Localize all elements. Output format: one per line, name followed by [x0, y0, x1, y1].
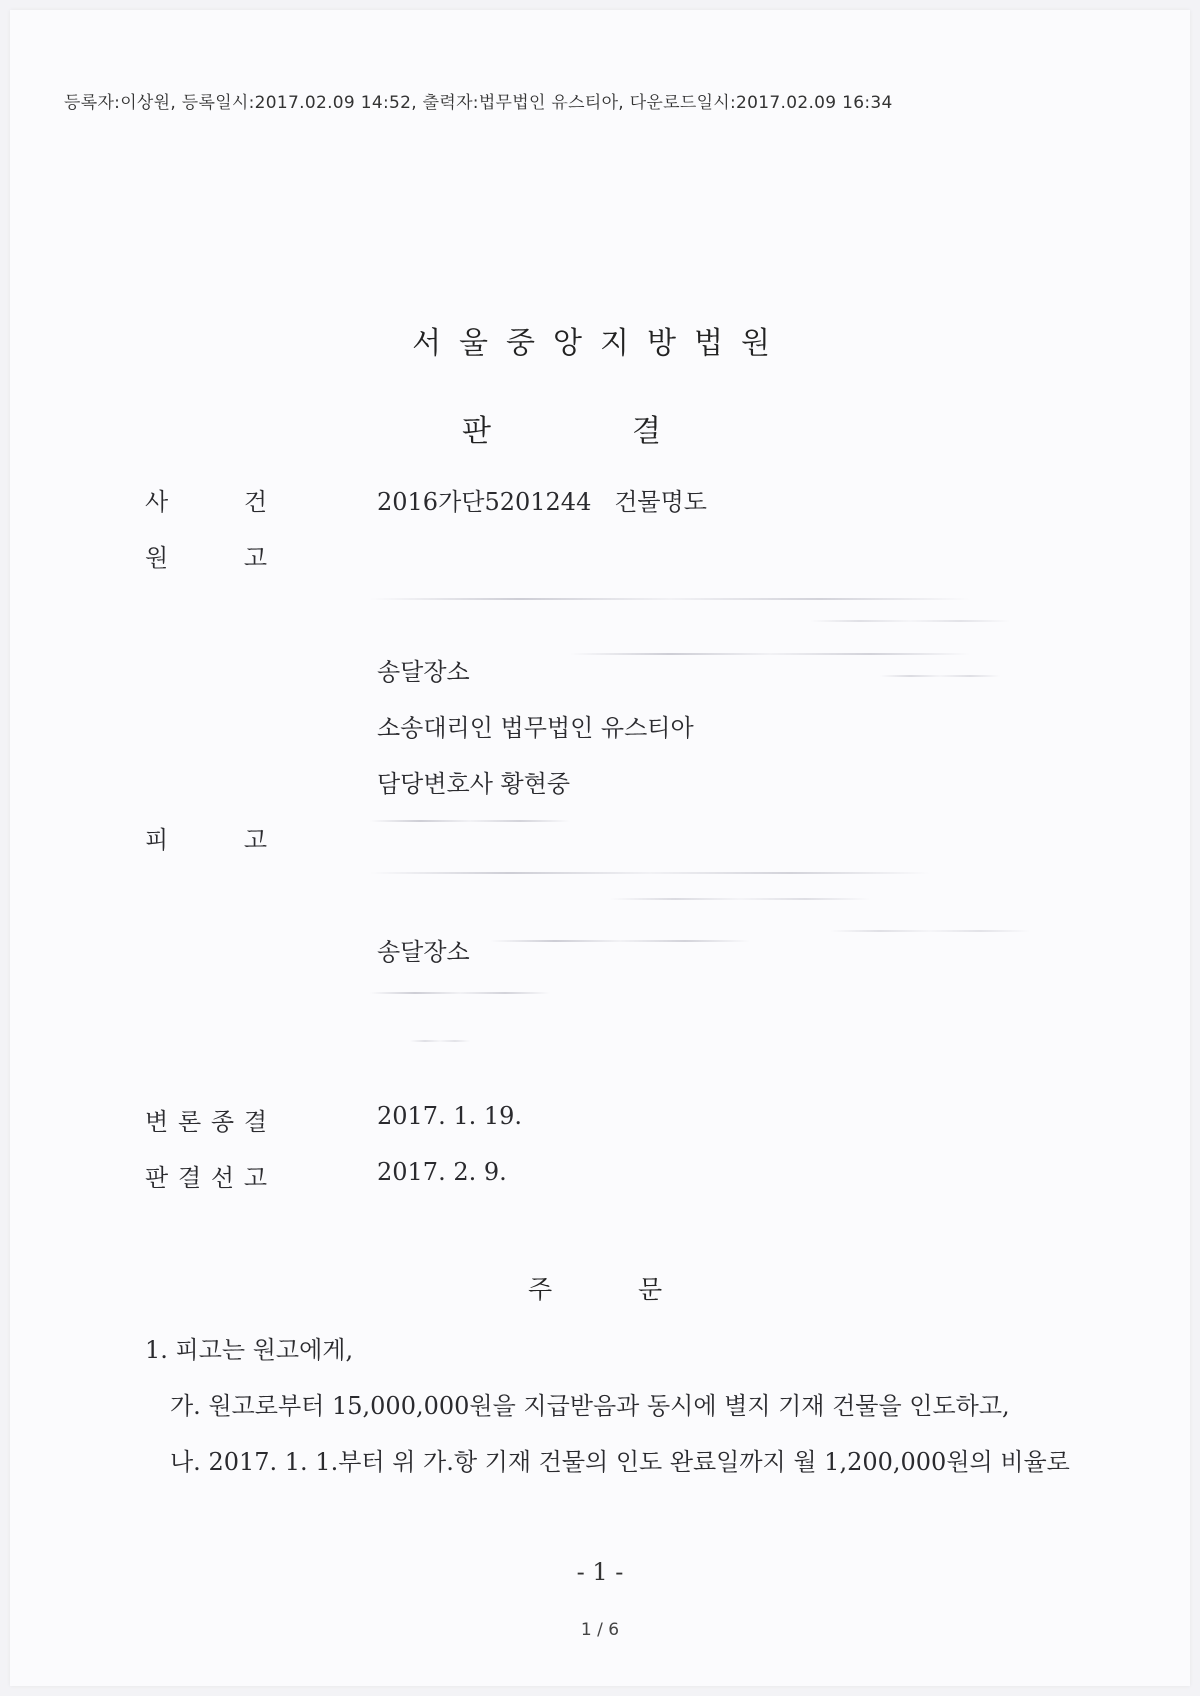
redacted-text: [880, 675, 1000, 677]
defendant-label: [145, 820, 267, 855]
doc-title-char-2: 결: [632, 414, 661, 449]
verdict-date-label: [145, 1158, 267, 1193]
redacted-text: [610, 898, 870, 900]
redacted-text: [490, 940, 750, 942]
plaintiff-label: [145, 538, 267, 573]
redacted-text: [830, 930, 1030, 932]
case-value: [377, 482, 707, 517]
doc-title-char-1: 판: [462, 414, 491, 449]
redacted-text: [570, 653, 970, 655]
document-page: [10, 10, 1190, 1686]
plaintiff-label-char: 고: [243, 544, 267, 572]
defendant-service-address-label: 송달장소: [377, 938, 470, 966]
closing-label-char: 론: [177, 1108, 202, 1136]
closing-date-label: [145, 1102, 267, 1137]
defendant-label-char: 고: [243, 826, 267, 854]
download-header: 등록자:이상원, 등록일시:2017.02.09 14:52, 출력자:법무법인 유스티아, 다운로드일시:2017.02.09 16:34: [64, 93, 893, 113]
case-label-char: 사: [145, 488, 169, 516]
redacted-text: [370, 872, 930, 874]
plaintiff-counsel: 소송대리인 법무법인 유스티아: [377, 714, 694, 742]
plaintiff-service-address-label: 송달장소: [377, 658, 470, 686]
redacted-text: [810, 620, 1010, 622]
verdict-label-char: 판: [145, 1164, 169, 1192]
plaintiff-attorney: 담당변호사 황현중: [377, 770, 571, 798]
closing-label-char: 종: [210, 1108, 235, 1136]
defendant-label-char: 피: [145, 826, 169, 854]
order-item-1-ga: 가. 원고로부터 15,000,000원을 지급받음과 동시에 별지 기재 건물을 인도하고,: [170, 1392, 1010, 1420]
case-label: [145, 482, 267, 517]
order-item-1: 1. 피고는 원고에게,: [145, 1336, 354, 1364]
plaintiff-label-char: 원: [145, 544, 169, 572]
verdict-label-char: 결: [177, 1164, 202, 1192]
redacted-text: [370, 820, 570, 822]
verdict-label-char: 고: [243, 1164, 267, 1192]
closing-label-char: 결: [243, 1108, 267, 1136]
order-title-char-1: 주: [528, 1275, 553, 1304]
page-count: 1 / 6: [580, 1620, 620, 1640]
redacted-text: [370, 992, 550, 994]
case-label-char: 건: [243, 488, 267, 516]
page-number: - 1 -: [576, 1558, 624, 1586]
court-name: 서울중앙지방법원: [412, 326, 788, 361]
closing-label-char: 변: [145, 1108, 169, 1136]
order-title-char-2: 문: [638, 1275, 663, 1304]
closing-date-value: 2017. 1. 19.: [377, 1102, 523, 1130]
verdict-label-char: 선: [210, 1164, 235, 1192]
redacted-text: [370, 598, 970, 600]
redacted-text: [410, 1040, 470, 1042]
case-number: 2016가단5201244: [377, 488, 592, 516]
case-name: 건물명도: [614, 488, 707, 516]
order-item-1-na: 나. 2017. 1. 1.부터 위 가.항 기재 건물의 인도 완료일까지 월 1,200,000원의 비율로: [170, 1448, 1070, 1476]
verdict-date-value: 2017. 2. 9.: [377, 1158, 507, 1186]
